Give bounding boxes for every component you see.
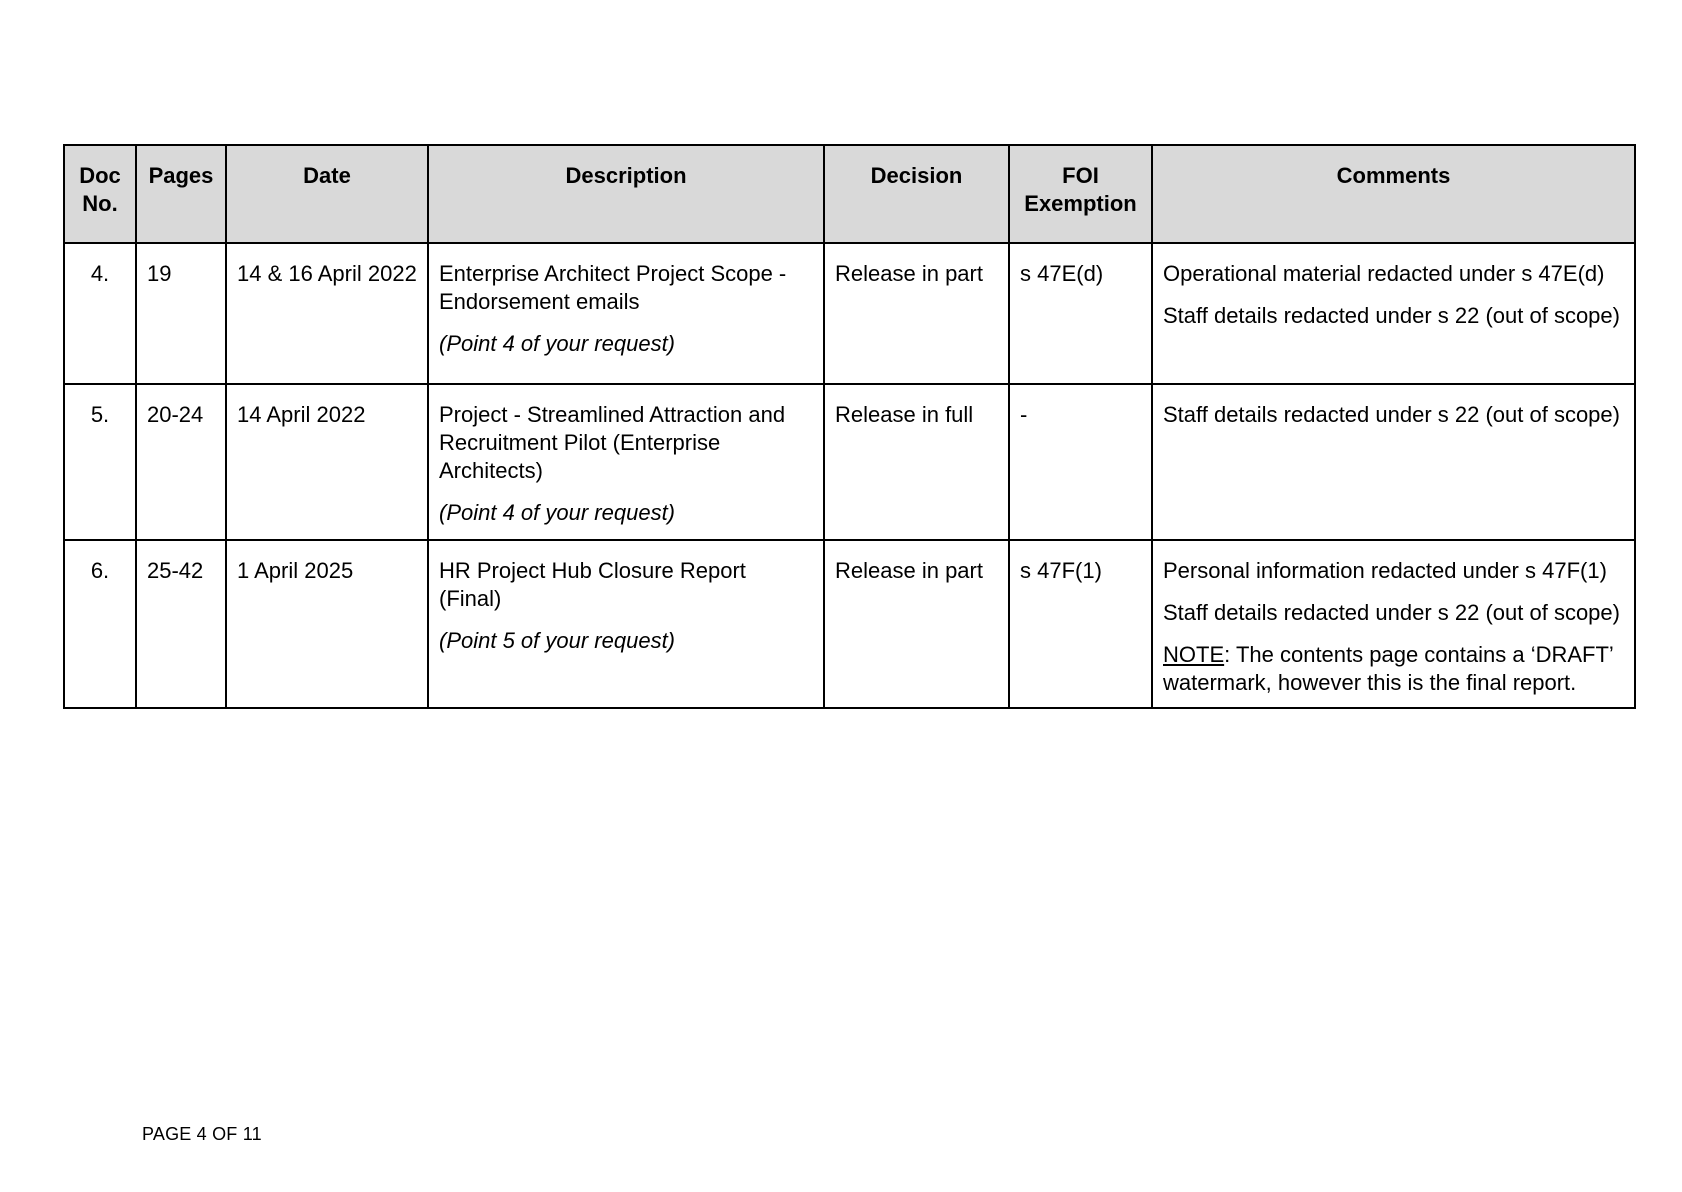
comment-line: Staff details redacted under s 22 (out of scope) <box>1163 402 1620 427</box>
cell-description <box>428 384 824 540</box>
header-foi-exemption: FOI Exemption <box>1009 145 1152 243</box>
cell-foi-exemption: - <box>1009 384 1152 540</box>
table-row <box>64 540 1635 708</box>
description-text: Project - Streamlined Attraction and Recruitment Pilot (Enterprise Architects) <box>439 402 786 483</box>
comment-line: Personal information redacted under s 47F(1) <box>1163 558 1607 583</box>
header-doc-no: Doc No. <box>64 145 136 243</box>
cell-pages: 19 <box>136 243 226 384</box>
cell-decision: Release in part <box>824 243 1009 384</box>
table-header <box>64 145 1635 243</box>
cell-pages: 20-24 <box>136 384 226 540</box>
cell-doc-no: 6. <box>64 540 136 708</box>
request-point: (Point 5 of your request) <box>439 628 676 653</box>
comment-line: Staff details redacted under s 22 (out of scope) <box>1163 303 1620 328</box>
cell-comments <box>1152 384 1635 540</box>
request-point: (Point 4 of your request) <box>439 331 676 356</box>
header-decision: Decision <box>824 145 1009 243</box>
note-label: NOTE <box>1163 642 1225 667</box>
cell-foi-exemption: s 47F(1) <box>1009 540 1152 708</box>
header-description: Description <box>428 145 824 243</box>
header-date: Date <box>226 145 428 243</box>
comment-line: Operational material redacted under s 47E(d) <box>1163 261 1605 286</box>
comment-line: Staff details redacted under s 22 (out of scope) <box>1163 600 1620 625</box>
description-text: HR Project Hub Closure Report (Final) <box>439 558 746 611</box>
cell-description <box>428 540 824 708</box>
table-body <box>64 243 1635 708</box>
cell-description <box>428 243 824 384</box>
cell-doc-no: 5. <box>64 384 136 540</box>
table-row <box>64 384 1635 540</box>
header-comments: Comments <box>1152 145 1635 243</box>
foi-documents-table <box>63 144 1636 709</box>
table-row <box>64 243 1635 384</box>
cell-pages: 25-42 <box>136 540 226 708</box>
note-text: : The contents page contains a ‘DRAFT’ watermark, however this is the final report. <box>1163 642 1613 695</box>
cell-comments <box>1152 243 1635 384</box>
request-point: (Point 4 of your request) <box>439 500 676 525</box>
cell-date: 14 April 2022 <box>226 384 428 540</box>
note-line <box>1163 641 1624 697</box>
cell-decision: Release in full <box>824 384 1009 540</box>
cell-date: 1 April 2025 <box>226 540 428 708</box>
cell-doc-no: 4. <box>64 243 136 384</box>
page-number: PAGE 4 OF 11 <box>142 1124 262 1144</box>
header-row <box>64 145 1635 243</box>
cell-decision: Release in part <box>824 540 1009 708</box>
cell-foi-exemption: s 47E(d) <box>1009 243 1152 384</box>
cell-date: 14 & 16 April 2022 <box>226 243 428 384</box>
header-pages: Pages <box>136 145 226 243</box>
cell-comments <box>1152 540 1635 708</box>
description-text: Enterprise Architect Project Scope - Endorsement emails <box>439 261 787 314</box>
